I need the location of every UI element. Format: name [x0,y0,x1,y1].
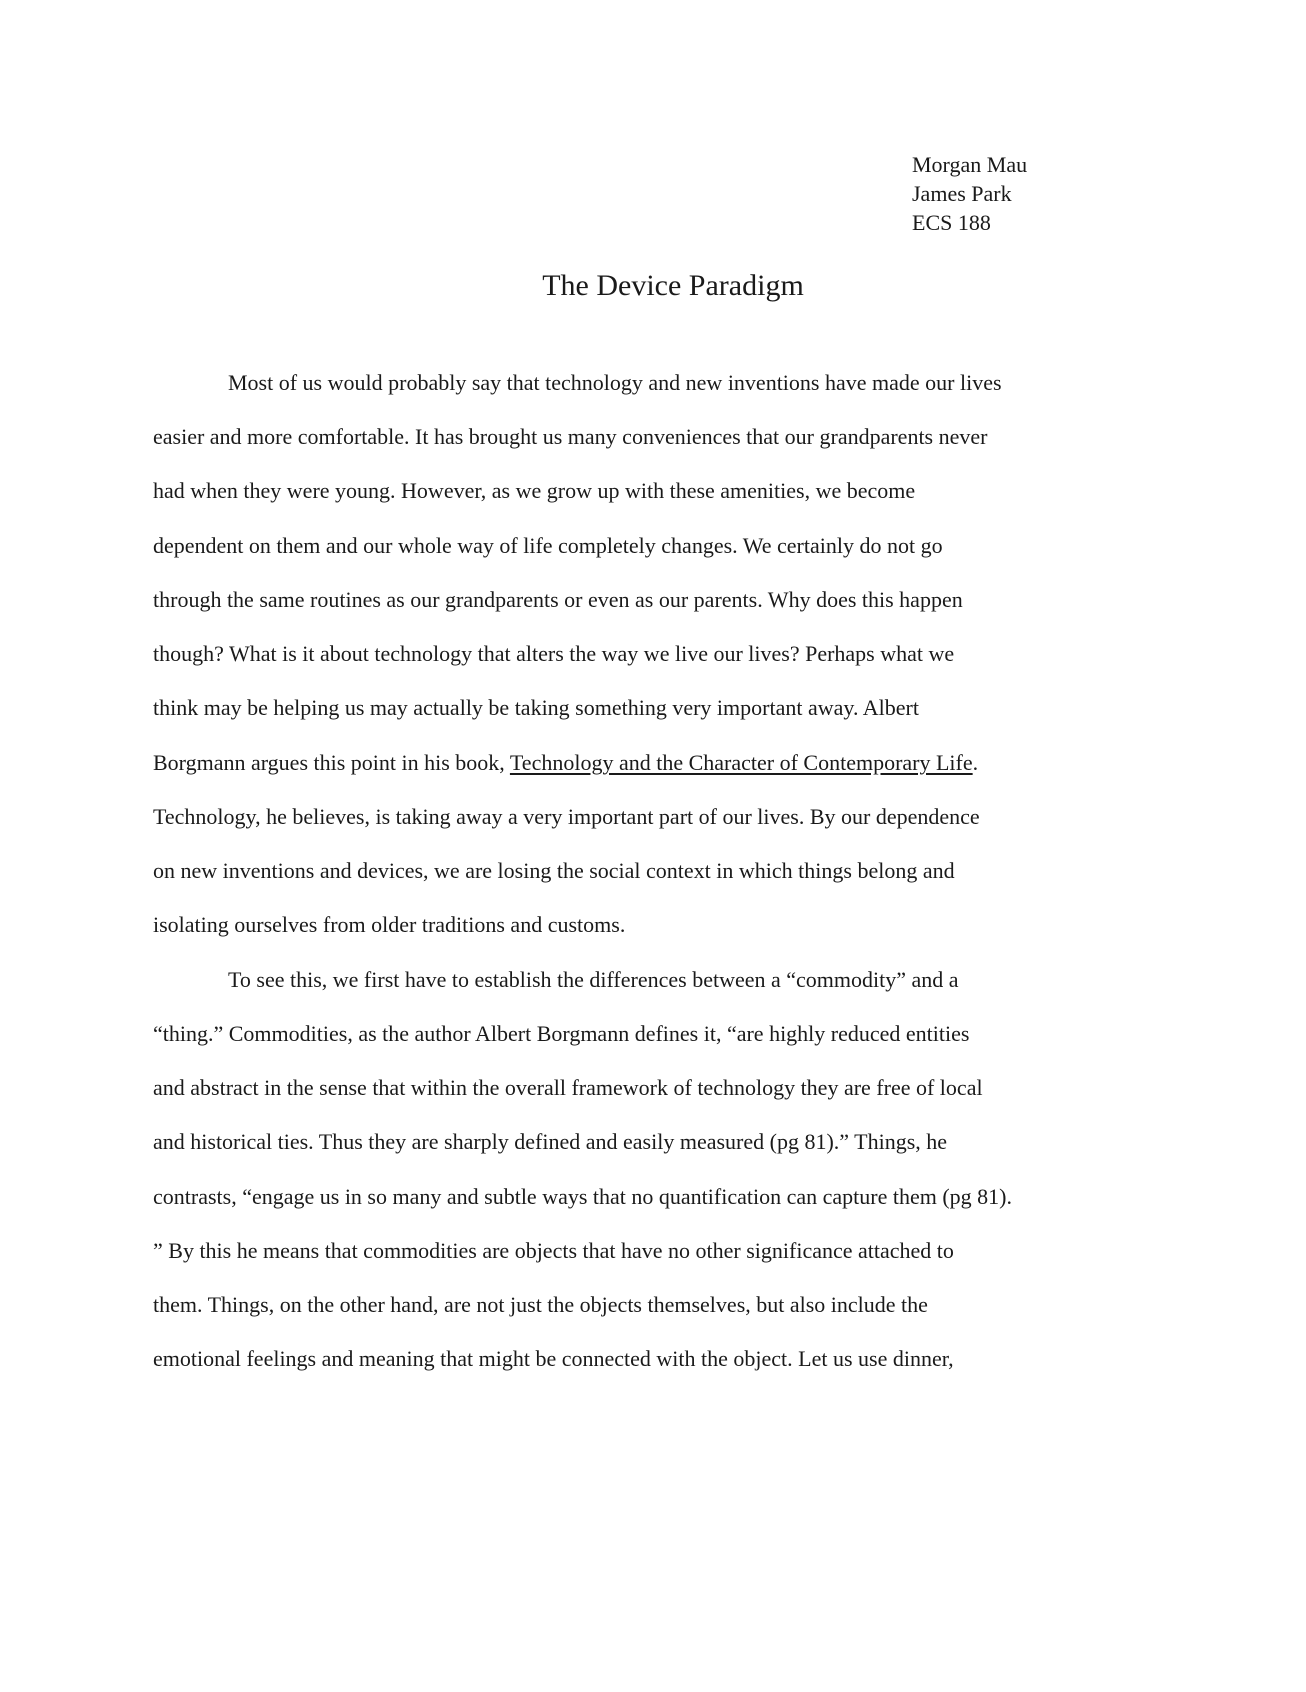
body-line-text: Borgmann argues this point in his book, [153,750,510,775]
body-line: think may be helping us may actually be taking something very important away. Albert [153,695,919,720]
body-line: dependent on them and our whole way of life completely changes. We certainly do not go [153,533,943,558]
body-line: and abstract in the sense that within the overall framework of technology they are free of local [153,1075,983,1100]
body-line: “thing.” Commodities, as the author Albert Borgmann defines it, “are highly reduced entities [153,1021,970,1046]
instructor-name: James Park [912,181,1012,206]
header-block [912,150,1027,237]
body-line: them. Things, on the other hand, are not just the objects themselves, but also include the [153,1292,928,1317]
course-code: ECS 188 [912,210,991,235]
body-line: through the same routines as our grandparents or even as our parents. Why does this happen [153,587,963,612]
document-title: The Device Paradigm [542,269,804,302]
body-line: Most of us would probably say that technology and new inventions have made our lives [228,370,1002,395]
body-line: Technology, he believes, is taking away a very important part of our lives. By our dependence [153,804,980,829]
body-line: isolating ourselves from older traditions and customs. [153,912,626,937]
body-line: emotional feelings and meaning that might be connected with the object. Let us use dinner, [153,1346,954,1371]
body-line: though? What is it about technology that alters the way we live our lives? Perhaps what we [153,641,955,666]
body-line: To see this, we first have to establish the differences between a “commodity” and a [228,967,959,992]
body-line: had when they were young. However, as we grow up with these amenities, we become [153,478,916,503]
body-line: on new inventions and devices, we are losing the social context in which things belong and [153,858,955,883]
author-name: Morgan Mau [912,152,1028,177]
body-line: contrasts, “engage us in so many and subtle ways that no quantification can capture them (pg 81). [153,1184,1012,1209]
book-title: Technology and the Character of Contemporary Life [509,750,973,775]
body-line-with-book-title [153,750,978,776]
body-line-text: . [972,750,979,775]
body-line: and historical ties. Thus they are sharply defined and easily measured (pg 81).” Things, he [153,1129,948,1154]
body-line: ” By this he means that commodities are objects that have no other significance attached to [153,1238,954,1263]
body-line: easier and more comfortable. It has brought us many conveniences that our grandparents never [153,424,988,449]
